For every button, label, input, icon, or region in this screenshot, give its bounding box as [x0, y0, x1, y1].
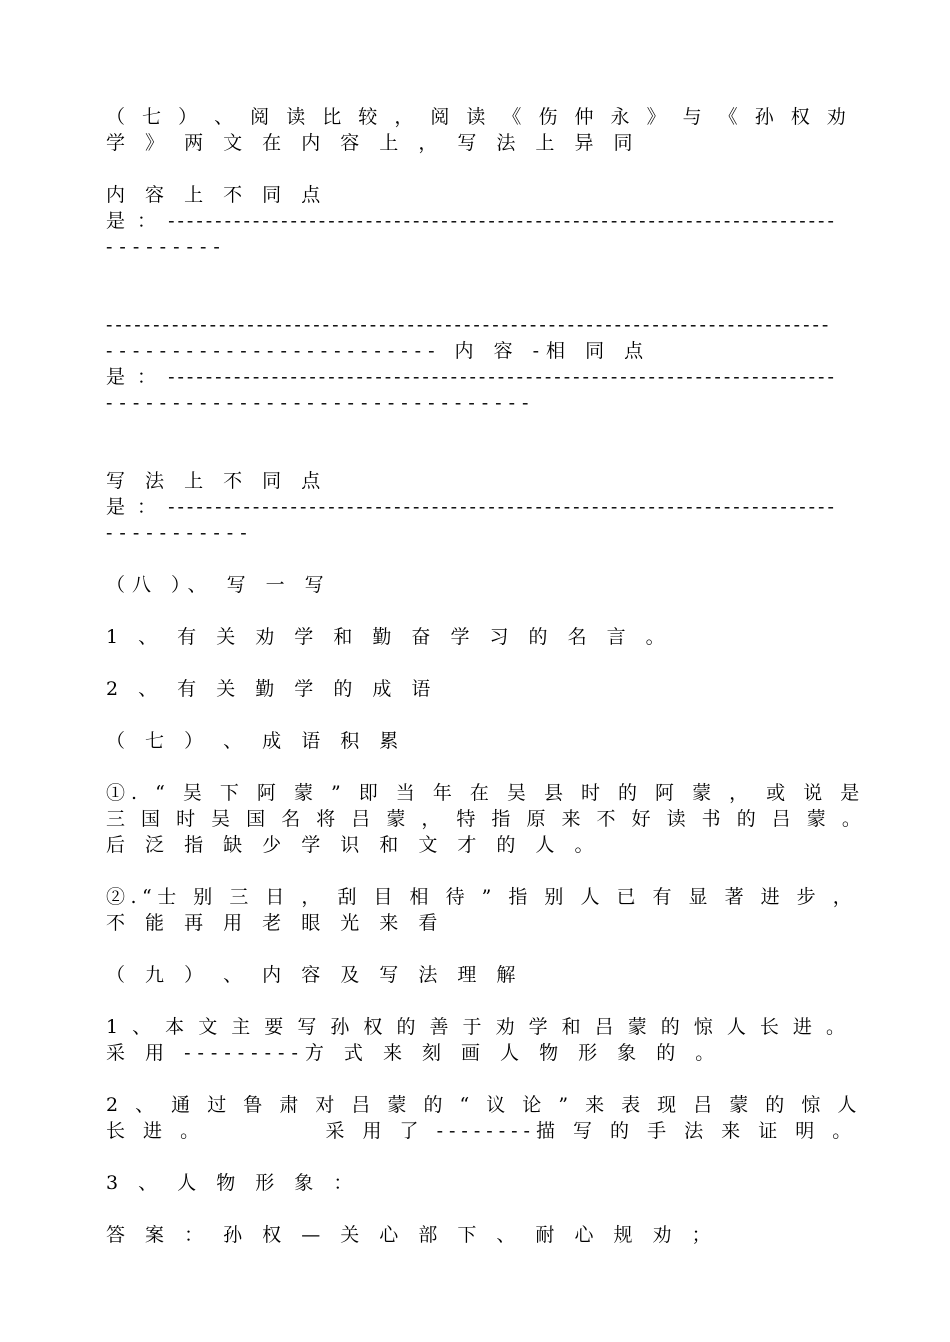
idiom-section-heading: （ 七 ） 、 成 语 积 累	[106, 730, 406, 752]
idiom-2-line-2: 不 能 再 用 老 眼 光 来 看	[106, 912, 445, 934]
content-difference-label: 内 容 上 不 同 点	[106, 184, 328, 206]
section-9-heading: （ 九 ） 、 内 容 及 写 法 理 解	[106, 964, 523, 986]
document-page	[106, 104, 866, 1248]
item-1-quotes: 1 、 有 关 劝 学 和 勤 奋 学 习 的 名 言 。	[106, 626, 672, 648]
section-7-heading-line-2: 学 》 两 文 在 内 容 上 ， 写 法 上 异 同	[106, 132, 640, 154]
answer-line: 答 案 ： 孙 权 — 关 心 部 下 、 耐 心 规 劝 ；	[106, 1224, 718, 1246]
idiom-1-line-3: 后 泛 指 缺 少 学 识 和 文 才 的 人 。	[106, 834, 601, 856]
section-7-heading-line-1: （ 七 ） 、 阅 读 比 较 ， 阅 读 《 伤 仲 永 》 与 《 孙 权 劝	[106, 106, 852, 128]
question-2-line-2: 长 进 。 采 用 了 --------描 写 的 手 法 来 证 明 。	[106, 1120, 858, 1142]
question-1-line-2: 采 用 ---------方 式 来 刻 画 人 物 形 象 的 。	[106, 1042, 722, 1064]
writing-difference-blank: 是 ： -----------------------------------------------------------------------	[106, 496, 837, 518]
section-8-heading: （八 ）、 写 一 写	[106, 574, 331, 596]
content-same-blank: 是 ： -----------------------------------------------------------------------	[106, 366, 837, 388]
content-same-label: ------------------------- 内 容 -相 同 点	[106, 340, 651, 362]
question-3: 3 、 人 物 形 象 ：	[106, 1172, 360, 1194]
idiom-1-line-1: ①. “ 吴 下 阿 蒙 ” 即 当 年 在 吴 县 时 的 阿 蒙 ， 或 说 是	[106, 782, 866, 804]
blank-line: -----------------------------------------------------------------------------	[106, 314, 832, 336]
content-difference-blank-cont: ---------	[106, 236, 227, 258]
content-same-blank-cont: --------------------------------	[106, 392, 536, 414]
writing-difference-blank-cont: -----------	[106, 522, 254, 544]
question-1-line-1: 1 、 本 文 主 要 写 孙 权 的 善 于 劝 学 和 吕 蒙 的 惊 人 长 进 。	[106, 1016, 849, 1038]
idiom-2-line-1: ②.“士 别 三 日 ， 刮 目 相 待 ” 指 别 人 已 有 显 著 进 步 ，	[106, 886, 858, 908]
question-2-line-1: 2 、 通 过 鲁 肃 对 吕 蒙 的 “ 议 论 ” 来 表 现 吕 蒙 的 惊 人	[106, 1094, 862, 1116]
item-2-idioms: 2 、 有 关 勤 学 的 成 语	[106, 678, 438, 700]
writing-difference-label: 写 法 上 不 同 点	[106, 470, 328, 492]
content-difference-blank: 是 ： -----------------------------------------------------------------------	[106, 210, 837, 232]
idiom-1-line-2: 三 国 时 吴 国 名 将 吕 蒙 ， 特 指 原 来 不 好 读 书 的 吕 蒙 。	[106, 808, 866, 830]
